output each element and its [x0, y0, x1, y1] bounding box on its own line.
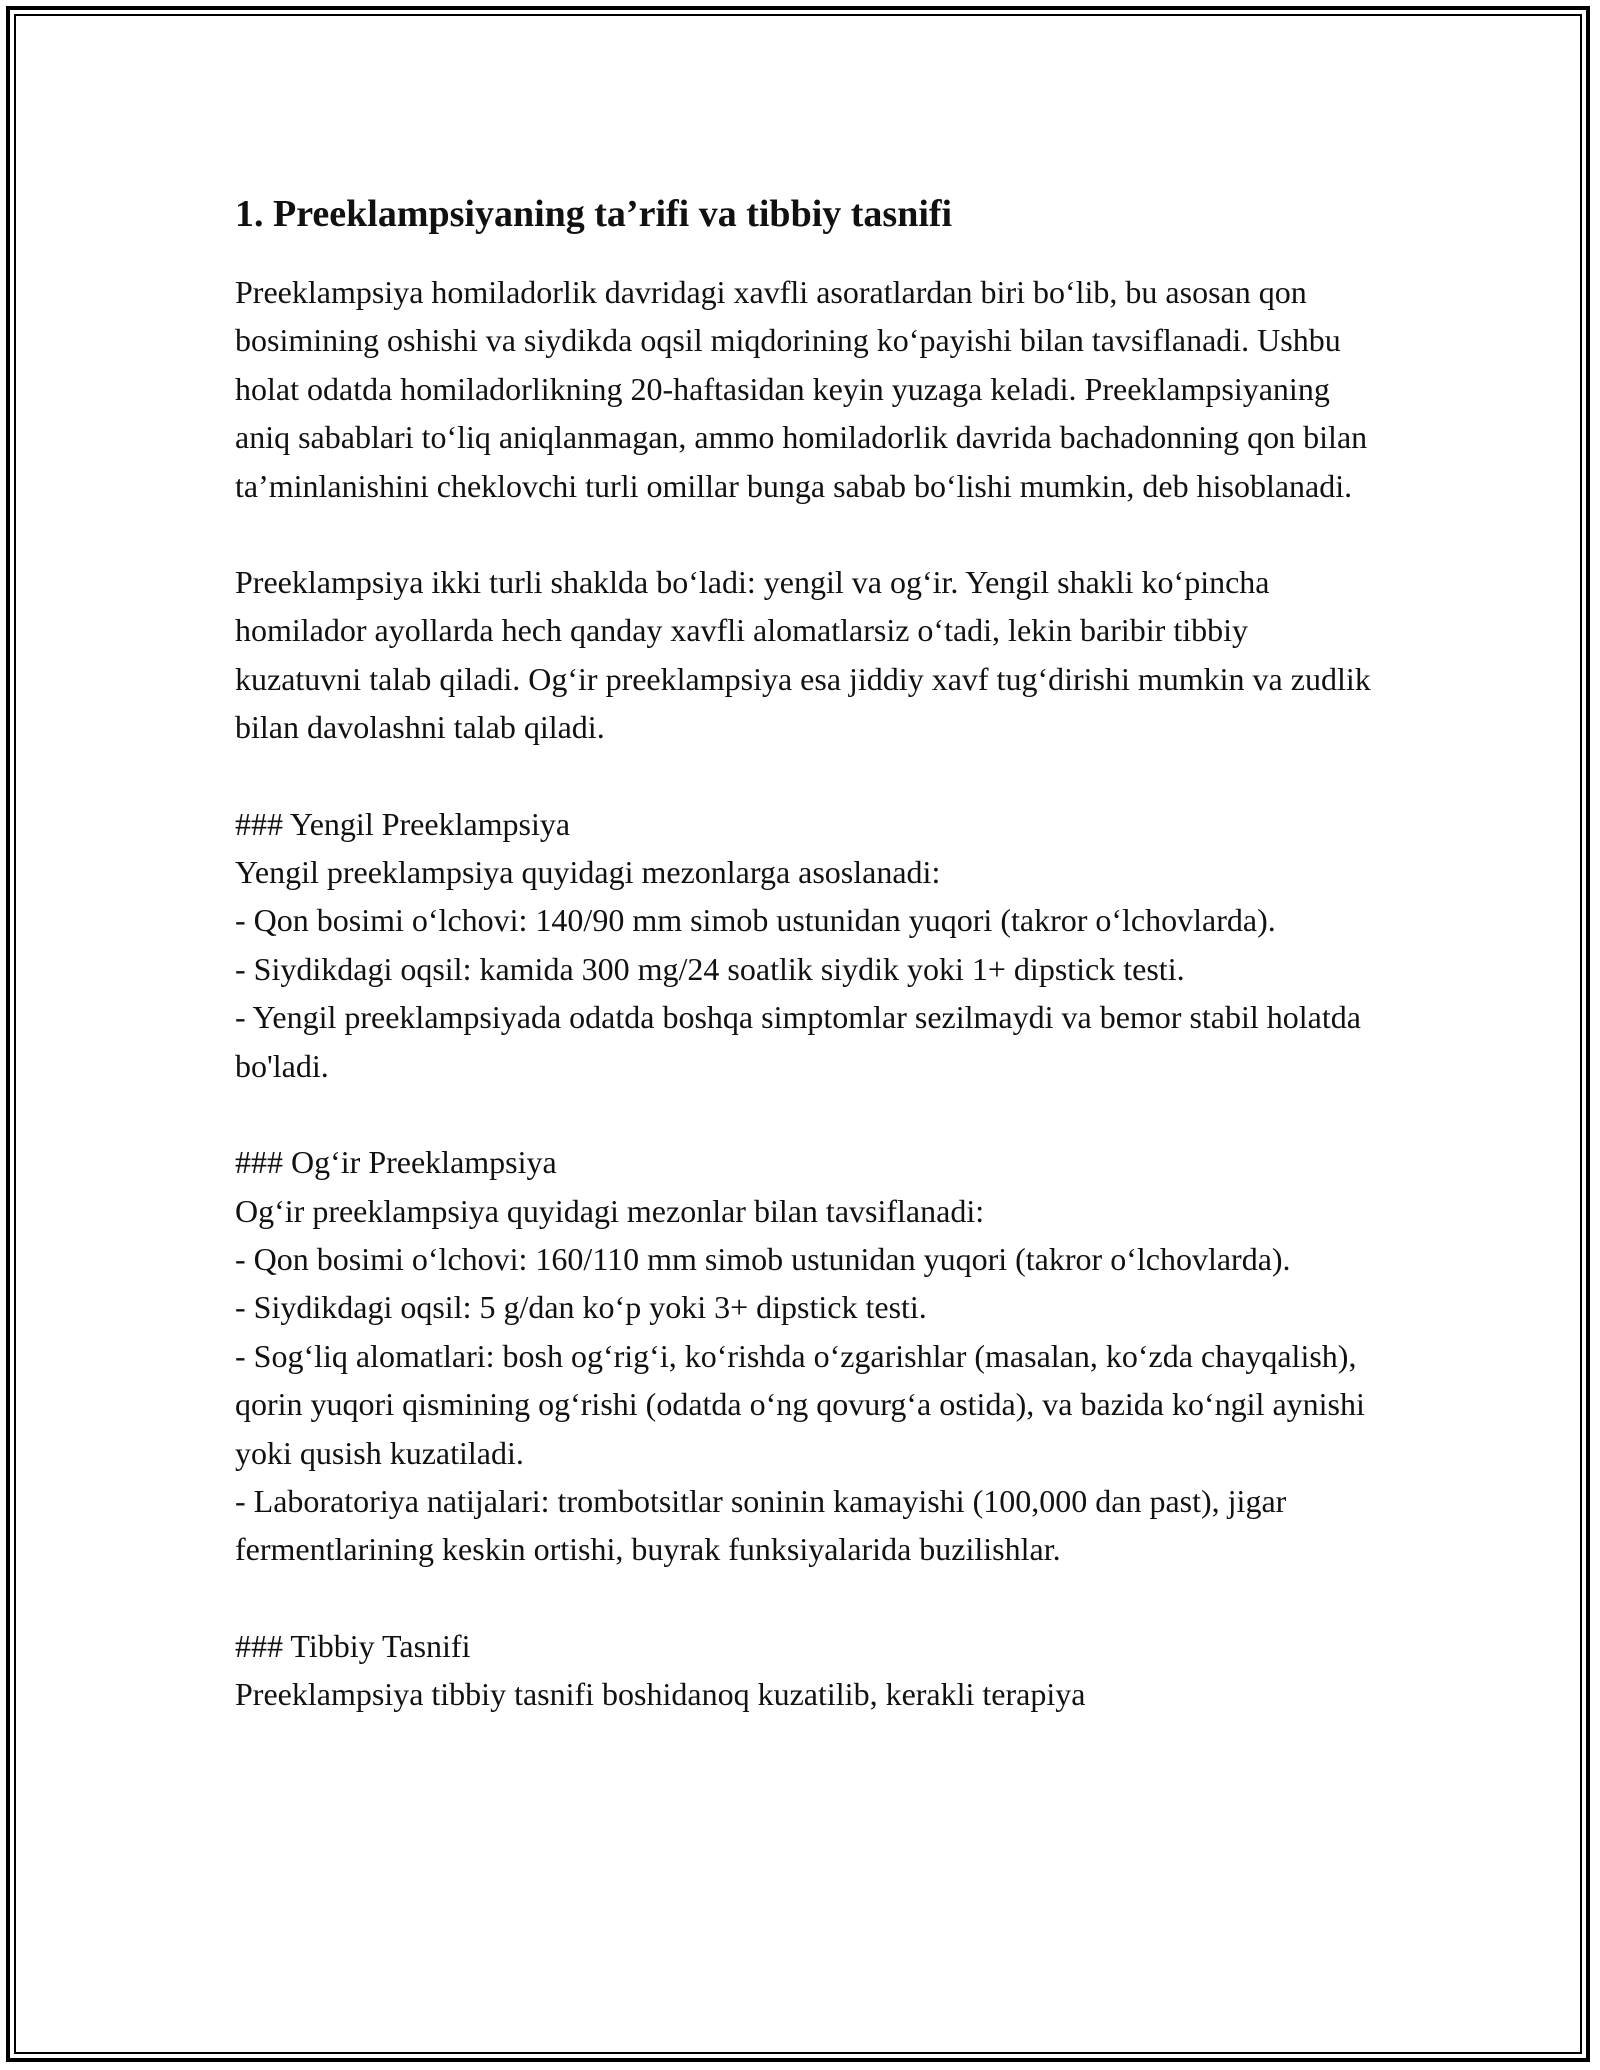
intro-paragraph-1: Preeklampsiya homiladorlik davridagi xavfli asoratlardan biri bo‘lib, bu asosan qon bosimining oshishi va siydikda oqsil miqdorining ko‘payishi bilan tavsiflanadi. Ushbu holat odatda homiladorlikning 20-haftasidan keyin yuzaga keladi. Preeklampsiyaning aniq sabablari to‘liq aniqlanmagan, ammo homiladorlik davrida bachadonning qon bilan ta’minlanishini cheklovchi turli omillar bunga sabab bo‘lishi mumkin, deb hisoblanadi. — [235, 274, 1368, 504]
paragraph-gap — [235, 752, 1375, 800]
paragraph-gap — [235, 510, 1375, 558]
document-body — [235, 186, 1375, 1719]
paragraph-gap — [235, 1090, 1375, 1138]
intro-paragraph-2: Preeklampsiya ikki turli shaklda bo‘ladi: yengil va og‘ir. Yengil shakli ko‘pincha homilador ayollarda hech qanday xavfli alomatlarsiz o‘tadi, lekin baribir tibbiy kuzatuvni talab qiladi. Og‘ir preeklampsiya esa jiddiy xavf tug‘dirishi mumkin va zudlik bilan davolashni talab qiladi. — [235, 564, 1371, 746]
document-heading: 1. Preeklampsiyaning ta’rifi va tibbiy tasnifi — [235, 193, 953, 235]
section-heading: ### Og‘ir Preeklampsiya — [235, 1144, 557, 1181]
section-line: Og‘ir preeklampsiya quyidagi mezonlar bilan tavsiflanadi: — [235, 1192, 985, 1229]
section-heading: ### Yengil Preeklampsiya — [235, 805, 571, 842]
section-line: - Siydikdagi oqsil: kamida 300 mg/24 soatlik siydik yoki 1+ dipstick testi. — [235, 950, 1185, 987]
section-line: - Sog‘liq alomatlari: bosh og‘rig‘i, ko‘rishda o‘zgarishlar (masalan, ko‘zda chayqalish), qorin yuqori qismining og‘rishi (odatda o‘ng qovurg‘a ostida), va bazida ko‘ngil aynishi yoki qusish kuzatiladi. — [235, 1337, 1365, 1471]
section-line: - Qon bosimi o‘lchovi: 160/110 mm simob ustunidan yuqori (takror o‘lchovlarda). — [235, 1240, 1291, 1277]
section-mild — [235, 800, 1375, 1090]
section-classification — [235, 1622, 1375, 1719]
section-line: - Yengil preeklampsiyada odatda boshqa simptomlar sezilmaydi va bemor stabil holatda bo'ladi. — [235, 999, 1361, 1084]
paragraph-gap — [235, 1574, 1375, 1622]
section-heading: ### Tibbiy Tasnifi — [235, 1627, 471, 1664]
section-line: - Qon bosimi o‘lchovi: 140/90 mm simob ustunidan yuqori (takror o‘lchovlarda). — [235, 902, 1276, 939]
section-line: Preeklampsiya tibbiy tasnifi boshidanoq kuzatilib, kerakli terapiya — [235, 1676, 1086, 1713]
section-line: - Laboratoriya natijalari: trombotsitlar soninin kamayishi (100,000 dan past), jigar fermentlarining keskin ortishi, buyrak funksiyalarida buzilishlar. — [235, 1482, 1287, 1568]
section-severe — [235, 1138, 1375, 1574]
section-line: - Siydikdagi oqsil: 5 g/dan ko‘p yoki 3+ dipstick testi. — [235, 1289, 927, 1326]
section-line: Yengil preeklampsiya quyidagi mezonlarga asoslanadi: — [235, 854, 941, 891]
